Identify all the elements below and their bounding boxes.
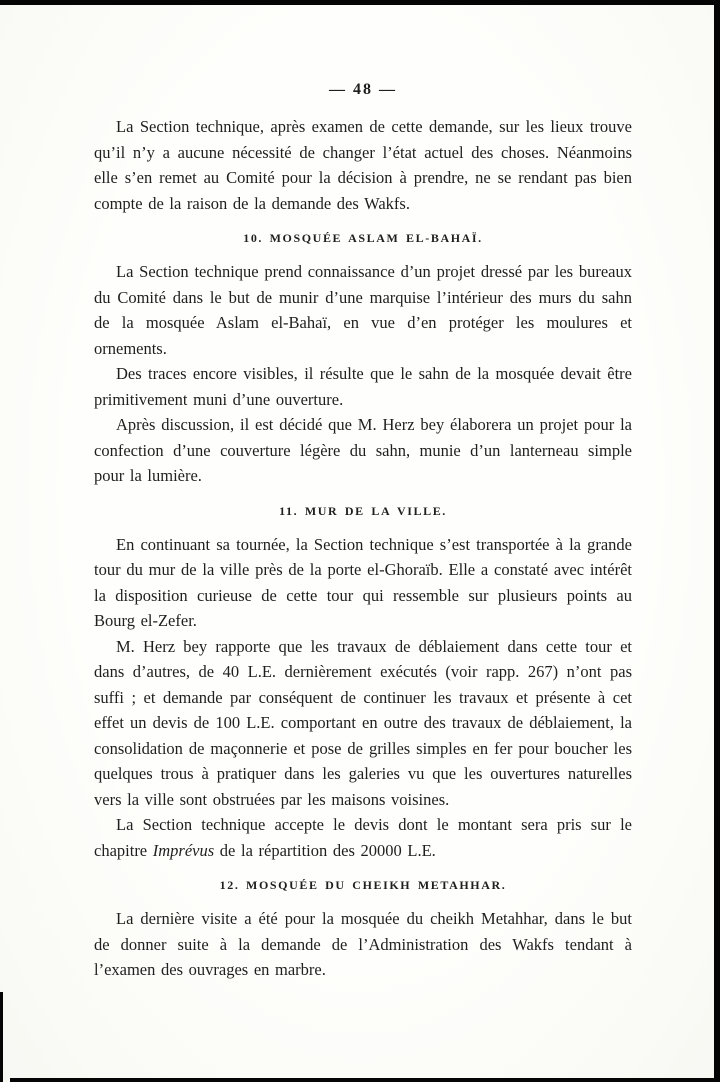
page-number: — 48 — [329, 81, 397, 98]
text-run: de la répartition des 20000 L.E. [214, 840, 436, 860]
scan-edge-right [714, 0, 720, 1082]
paragraph: Des traces encore visibles, il résulte que le sahn de la mosquée devait être primitivement muni d’une ouverture. [94, 364, 632, 409]
section-heading-11: 11. MUR DE LA VILLE. [279, 503, 447, 518]
paragraph: En continuant sa tournée, la Section technique s’est transportée à la grande tour du mur de la ville près de la porte el-Ghoraïb. Elle a constaté avec intérêt la disposition curieuse de cette tour qui ressemble sur plusieurs points au Bourg el-Zefer. [94, 534, 632, 630]
section-heading-10: 10. MOSQUÉE ASLAM EL-BAHAÏ. [243, 231, 483, 245]
paragraph: La dernière visite a été pour la mosquée du cheikh Metahhar, dans le but de donner suite à la demande de l’Administration des Wakfs tendant à l’examen des ouvrages en marbre. [94, 909, 632, 979]
italic-word: Imprévus [152, 840, 215, 860]
section-heading-12: 12. MOSQUÉE DU CHEIKH METAHHAR. [219, 878, 507, 892]
scan-edge-bottom [10, 1078, 720, 1082]
scan-edge-top [0, 0, 720, 5]
paragraph: M. Herz bey rapporte que les travaux de déblaiement dans cette tour et dans d’autres, de 40 L.E. dernièrement exécutés (voir rapp. 267) n’ont pas suffi ; et demande par conséquent de continuer les travaux et présente à cet effet un devis de 100 L.E. comportant en outre des travaux de déblaiement, la consolidation de maçonnerie et pose de grilles simples en fer pour boucher les quelques trous à pratiquer dans les galeries vu que les ouvertures naturelles vers la ville sont obstruées par les maisons voisines. [94, 636, 632, 809]
paragraph: La Section technique prend connaissance d’un projet dressé par les bureaux du Comité dans le but de munir d’une marquise l’intérieur des murs du sahn de la mosquée Aslam el-Bahaï, en vue d’en protéger les moulures et ornements. [94, 262, 632, 358]
text-block [94, 80, 632, 983]
scan-edge-left [0, 992, 3, 1082]
text-run: La Section technique accepte le devis dont le montant sera pris sur le chapitre [94, 815, 632, 860]
paragraph: Après discussion, il est décidé que M. Herz bey élaborera un projet pour la confection d’une couverture légère du sahn, munie d’un lanterneau simple pour la lumière. [94, 415, 632, 485]
paragraph-intro: La Section technique, après examen de cette demande, sur les lieux trouve qu’il n’y a aucune nécessité de changer l’état actuel des choses. Néanmoins elle s’en remet au Comité pour la décision à prendre, ne se rendant pas bien compte de la raison de la demande des Wakfs. [94, 117, 632, 213]
paragraph-with-italic [94, 812, 632, 863]
